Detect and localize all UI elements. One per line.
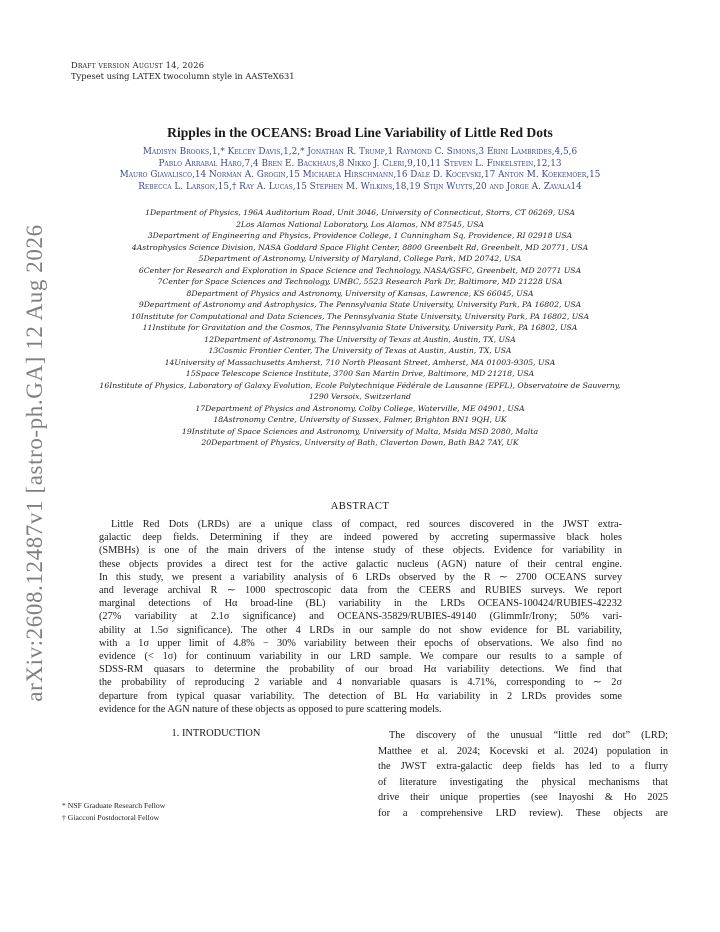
affiliation: 18Astronomy Centre, University of Sussex, Falmer, Brighton BN1 9QH, UK xyxy=(213,415,507,424)
intro-line[interactable]: Matthee et al. 2024; Kocevski et al. 2024) population in xyxy=(378,745,668,757)
abstract-line: marginal detections of Hα broad-line (BL) variability in the LRDs OCEANS-100424/RUBIES-42232 xyxy=(99,598,622,610)
abstract-body xyxy=(99,518,622,716)
abstract-line: galactic deep fields. Determining if they are indeed powered by accreting supermassive black holes xyxy=(99,532,622,544)
author-line[interactable]: Rebecca L. Larson,15,† Ray A. Lucas,15 Stephen M. Wilkins,18,19 Stijn Wuyts,20 and Jorge A. Zavala14 xyxy=(138,181,582,192)
abstract-line: these objects provides a direct test for the active galactic nucleus (AGN) nature of their central engine. xyxy=(99,558,622,570)
typeset-line: Typeset using LATEX twocolumn style in AASTeX631 xyxy=(71,71,295,81)
affiliation: 6Center for Research and Exploration in Space Science and Technology, NASA/GSFC, Greenbelt, MD 20771 USA xyxy=(138,265,582,275)
affiliation: 2Los Alamos National Laboratory, Los Alamos, NM 87545, USA xyxy=(235,219,485,229)
abstract-line: ability at 1.5σ significance). The other 4 LRDs in our sample do not show evidence for BL variability, xyxy=(99,624,622,636)
affiliation: 13Cosmic Frontier Center, The University of Texas at Austin, Austin, TX, USA xyxy=(208,346,512,355)
intro-line: The discovery of the unusual “little red dot” (LRD; xyxy=(389,730,668,741)
affiliation: 1Department of Physics, 196A Auditorium Road, Unit 3046, University of Connecticut, Storrs, CT 06269, USA xyxy=(145,208,575,217)
affiliation: 11Institute for Gravitation and the Cosmos, The Pennsylvania State University, University Park, PA 16802, USA xyxy=(142,323,578,332)
author-line[interactable]: Mauro Giavalisco,14 Norman A. Grogin,15 Michaela Hirschmann,16 Dale D. Kocevski,17 Anton M. Koekemoer,15 xyxy=(119,170,601,181)
abstract-line: (SMBHs) is one of the main drivers of the intense study of these objects. Evidence for variability in xyxy=(99,545,622,557)
arxiv-stamp-text: arXiv:2608.12487v1 [astro-ph.GA] 12 Aug 2026 xyxy=(22,223,47,702)
affiliation-list xyxy=(30,207,690,449)
abstract-line: the probability of reproducing 2 variable and 4 nonvariable quasars is 4.71%, corresponding to ∼ 2σ xyxy=(99,677,622,689)
abstract-line: SDSS-RM quasars to determine the probability of our broad Hα variability detections. We find that xyxy=(99,664,622,676)
affiliation: 15Space Telescope Science Institute, 3700 San Martin Drive, Baltimore, MD 21218, USA xyxy=(185,369,535,378)
abstract-heading: ABSTRACT xyxy=(330,501,390,512)
footnotes xyxy=(62,800,165,824)
affiliation: 17Department of Physics and Astronomy, Colby College, Waterville, ME 04901, USA xyxy=(195,403,525,413)
affiliation: 8Department of Physics and Astronomy, University of Kansas, Lawrence, KS 66045, USA xyxy=(186,288,534,298)
affiliation: 10Institute for Computational and Data Sciences, The Pennsylvania State University, University Park, PA 16802, USA xyxy=(130,311,590,321)
affiliation: 12Department of Astronomy, The University of Texas at Austin, Austin, TX, USA xyxy=(204,334,516,344)
abstract-line: Little Red Dots (LRDs) are a unique class of compact, red sources discovered in the JWST extra- xyxy=(111,519,622,530)
author-list[interactable] xyxy=(20,147,700,193)
abstract-line: evidence for the AGN nature of these objects as opposed to pure scattering models. xyxy=(99,703,442,715)
intro-line: for a comprehensive LRD review). These objects are xyxy=(378,807,668,819)
intro-line[interactable]: drive their unique properties (see Inayoshi & Ho 2025 xyxy=(378,792,668,804)
affiliation: 4Astrophysics Science Division, NASA Goddard Space Flight Center, 8800 Greenbelt Rd, Greenbelt, MD 20771, USA xyxy=(131,242,589,252)
affiliation: 20Department of Physics, University of Bath, Claverton Down, Bath BA2 7AY, UK xyxy=(201,438,519,447)
abstract-line: (27% variability at 2.1σ significance) and OCEANS-35829/RUBIES-49140 (GlimmIr/Irony; 50% vari- xyxy=(99,611,622,623)
intro-line: the JWST extra-galactic deep fields has led to a flurry xyxy=(378,761,668,773)
introduction-text xyxy=(378,728,668,822)
paper-title: Ripples in the OCEANS: Broad Line Variability of Little Red Dots xyxy=(167,125,553,140)
affiliation: 3Department of Engineering and Physics, Providence College, 1 Cunningham Sq, Providence, RI 02918 USA xyxy=(147,231,573,240)
affiliation: 16Institute of Physics, Laboratory of Galaxy Evolution, Ecole Polytechnique Fédérale de Lausanne (EPFL), Observatoire de Sauverny, xyxy=(99,380,621,390)
author-line[interactable]: Madisyn Brooks,1,* Kelcey Davis,1,2,* Jonathan R. Trump,1 Raymond C. Simons,3 Erini Lambrides,4,5,6 xyxy=(142,147,578,157)
abstract-line: with a 1σ upper limit of 4.8% − 30% variability between their epochs of observations. We also find no xyxy=(99,637,622,649)
affiliation: 5Department of Astronomy, University of Maryland, College Park, MD 20742, USA xyxy=(198,254,522,263)
abstract-line: In this study, we present a variability analysis of 6 LRDs observed by the R ∼ 2700 OCEANS survey xyxy=(99,571,622,583)
footnote: * NSF Graduate Research Fellow xyxy=(62,801,166,810)
page-header xyxy=(71,60,295,82)
affiliation: 1290 Versoix, Switzerland xyxy=(309,392,411,401)
draft-version-line: Draft version August 14, 2026 xyxy=(71,60,205,70)
affiliation: 19Institute of Space Sciences and Astronomy, University of Malta, Msida MSD 2080, Malta xyxy=(181,426,539,436)
section-heading-introduction: 1. INTRODUCTION xyxy=(171,728,261,739)
abstract-line: evidence (< 1σ) for continuum variability in our LRD sample. We compare our results to a sample of xyxy=(99,651,622,663)
abstract-line: departure from typical quasar variability. The detection of BL Hα variability in 2 LRDs provides some xyxy=(99,690,622,702)
intro-line: of literature investigating the physical mechanisms that xyxy=(378,776,668,788)
affiliation: 14University of Massachusetts Amherst, 710 North Pleasant Street, Amherst, MA 01003-9305, USA xyxy=(164,357,556,367)
footnote: † Giacconi Postdoctoral Fellow xyxy=(62,813,160,822)
abstract-line: and leverage archival R ∼ 1000 spectroscopic data from the CEERS and RUBIES surveys. We report xyxy=(99,585,622,597)
affiliation: 7Center for Space Sciences and Technology, UMBC, 5523 Research Park Dr, Baltimore, MD 21228 USA xyxy=(157,277,563,286)
affiliation: 9Department of Astronomy and Astrophysics, The Pennsylvania State University, University Park, PA 16802, USA xyxy=(138,300,582,309)
author-line[interactable]: Pablo Arrabal Haro,7,4 Bren E. Backhaus,8 Nikko J. Cleri,9,10,11 Steven L. Finkelstein,12,13 xyxy=(158,158,562,169)
